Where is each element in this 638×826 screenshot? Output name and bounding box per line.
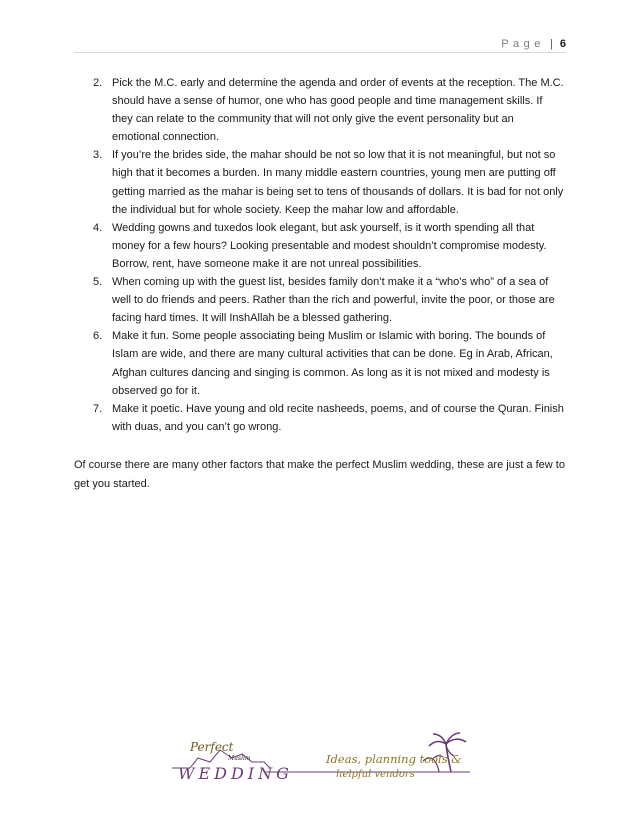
list-item-number: 6. xyxy=(93,330,103,343)
page-label: Page xyxy=(501,38,545,50)
list-item-text: Pick the M.C. early and determine the agenda and order of events at the reception. The M.C. should have a sense of humor, one who has good people and time management skills. If they can relate to the community that will not only give the event personality but an emotional connection. xyxy=(112,77,564,144)
header-rule xyxy=(74,52,566,53)
logo-word-perfect: Perfect xyxy=(190,740,234,754)
page-separator: | xyxy=(549,38,553,50)
list-item xyxy=(74,400,564,436)
footer-logo xyxy=(170,728,480,788)
list-item-text: Make it poetic. Have young and old recite nasheeds, poems, and of course the Quran. Finish with duas, and you can’t go wrong. xyxy=(112,402,564,433)
logo-tagline-line2: helpful vendors xyxy=(336,769,415,780)
page-header xyxy=(501,38,566,50)
list-item-text: If you’re the brides side, the mahar should be not so low that it is not meaningful, but not so high that it becomes a burden. In many middle eastern countries, young men are putting off getting married as the mahar is being set to tens of thousands of dollars. It is bad for not only the individual but for whole society. Keep the mahar low and affordable. xyxy=(112,149,564,216)
tips-list xyxy=(74,74,564,436)
closing-paragraph: Of course there are many other factors that make the perfect Muslim wedding, these are just a few to get you started. xyxy=(74,459,565,490)
list-item-number: 4. xyxy=(93,221,103,234)
logo-tagline-line1: Ideas, planning tools & xyxy=(326,752,462,766)
list-item-number: 2. xyxy=(93,77,103,89)
list-item xyxy=(74,219,564,273)
logo-word-wedding: WEDDING xyxy=(178,764,293,783)
list-item-number: 3. xyxy=(93,149,103,162)
logo-word-muslim: Muslim xyxy=(228,755,251,762)
list-item xyxy=(74,146,564,218)
page-number: 6 xyxy=(559,38,566,50)
list-item xyxy=(74,74,564,146)
list-item-number: 7. xyxy=(93,402,103,415)
list-item xyxy=(74,273,564,327)
list-item-text: Make it fun. Some people associating being Muslim or Islamic with boring. The bounds of Islam are wide, and there are many cultural activities that can be done. Eg in Arab, African, Afghan cultures dancing and singing is common. As long as it is not mixed and modesty is observed go for it. xyxy=(112,330,553,397)
list-item-number: 5. xyxy=(93,276,103,289)
list-item xyxy=(74,327,564,399)
list-item-text: Wedding gowns and tuxedos look elegant, but ask yourself, is it worth spending all that money for a few hours? Looking presentable and modest shouldn’t compromise modesty. Borrow, rent, have someone make it are not unreal possibilities. xyxy=(112,221,547,270)
list-item-text: When coming up with the guest list, besides family don’t make it a “who’s who” of a sea of well to do friends and peers. Rather than the rich and powerful, invite the poor, or those are facing hard times. It will InshAllah be a blessed gathering. xyxy=(112,276,555,325)
